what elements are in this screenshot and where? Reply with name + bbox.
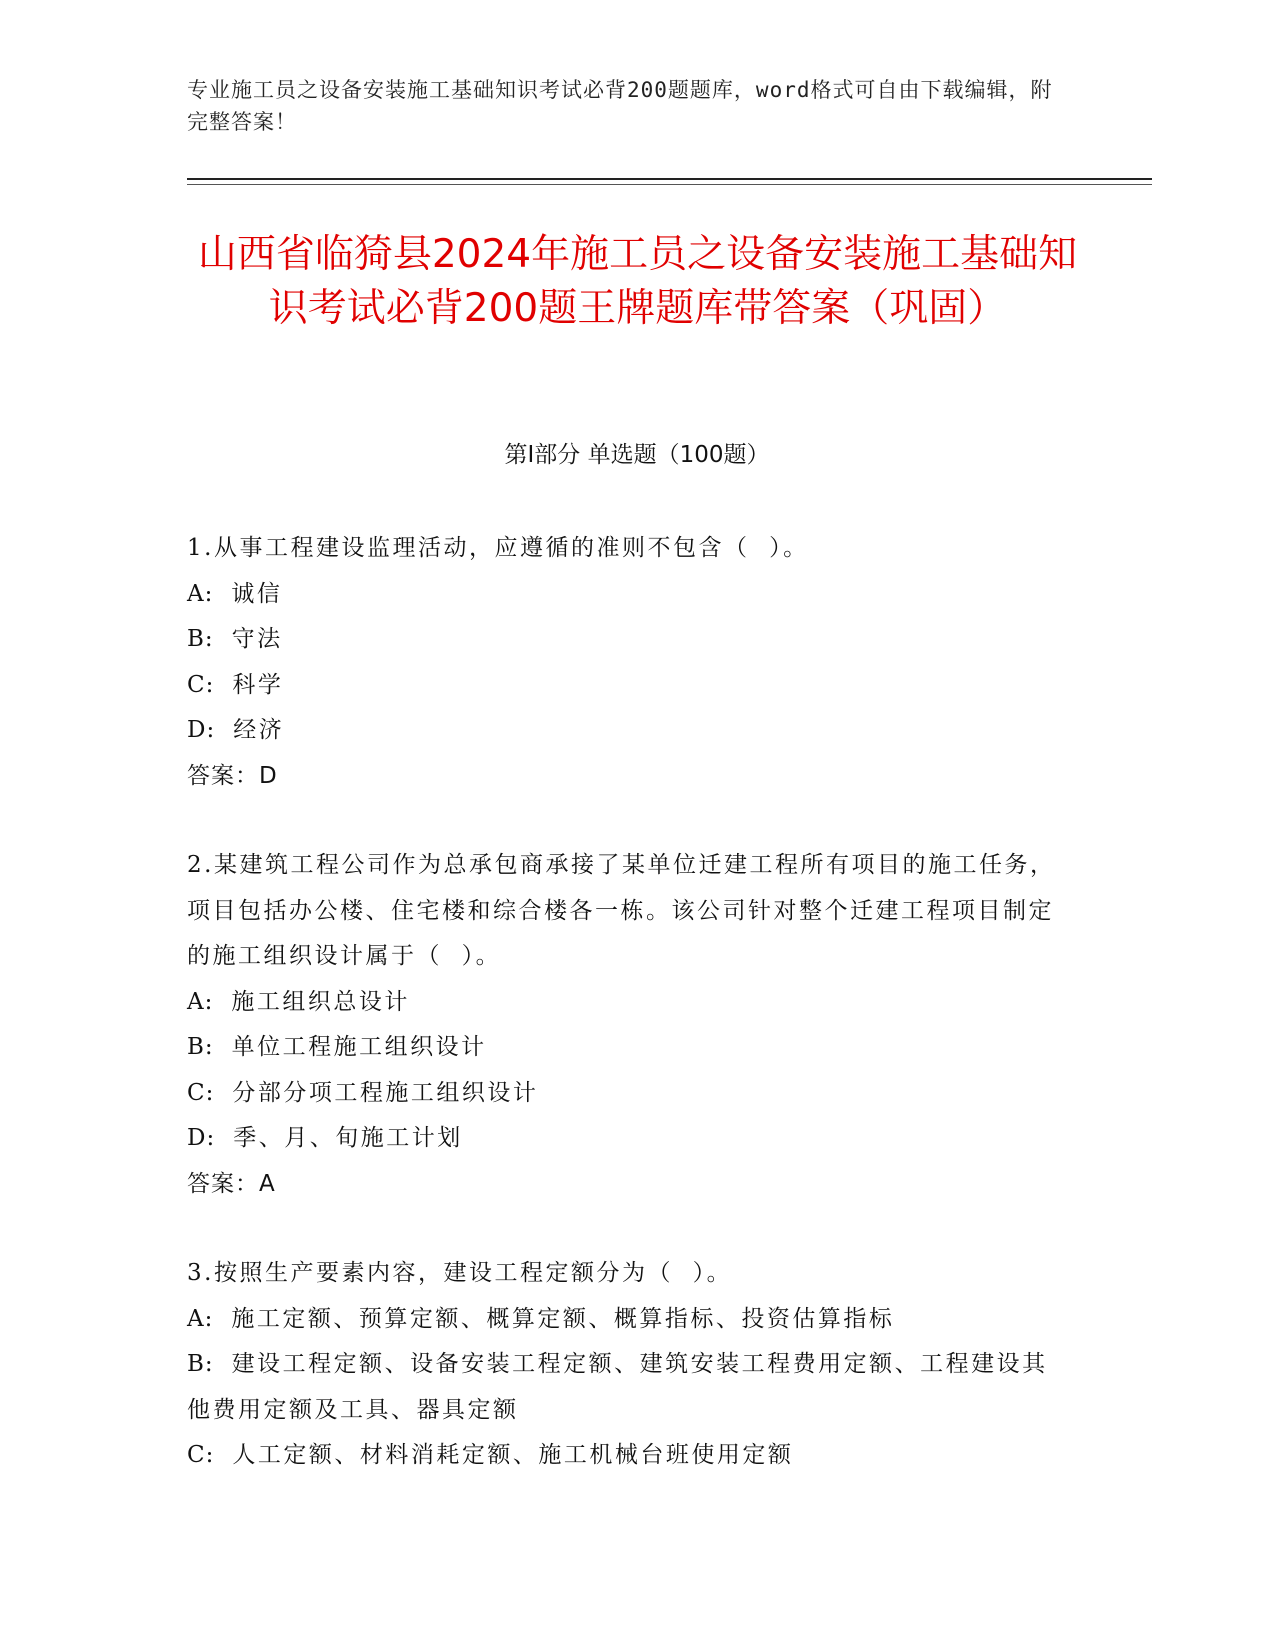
header-divider-thin [187,184,1152,185]
option-a [187,980,1067,1026]
option-c [187,663,1067,709]
option-b [187,1342,1067,1433]
option-b [187,1025,1067,1071]
option-key: C: [187,671,215,698]
option-text: 科学 [232,671,284,698]
question-2 [187,843,1067,1207]
option-text: 人工定额、材料消耗定额、施工机械台班使用定额 [232,1442,794,1468]
question-3 [187,1251,1067,1479]
option-key: A: [187,580,214,607]
option-text: 施工定额、预算定额、概算定额、概算指标、投资估算指标 [231,1305,895,1332]
option-key: C: [187,1079,215,1106]
option-key: A: [187,988,214,1015]
header-divider-thick [187,178,1152,180]
option-key: D: [187,717,216,743]
option-key: B: [187,1034,214,1060]
option-c [187,1433,1067,1479]
option-text: 单位工程施工组织设计 [231,1034,487,1060]
option-d [187,1116,1067,1162]
header-note: 专业施工员之设备安装施工基础知识考试必背200题题库，word格式可自由下载编辑，附完整答案！ [187,78,1053,134]
option-text: 守法 [231,626,283,652]
option-b [187,617,1067,663]
option-text: 建设工程定额、设备安装工程定额、建筑安装工程费用定额、工程建设其他费用定额及工具、器具定额 [187,1351,1048,1423]
option-text: 诚信 [231,580,283,607]
question-stem: 2.某建筑工程公司作为总承包商承接了某单位迁建工程所有项目的施工任务，项目包括办公楼、住宅楼和综合楼各一栋。该公司针对整个迁建工程项目制定的施工组织设计属于（ ）。 [187,852,1056,969]
option-text: 经济 [233,717,285,743]
section-heading: 第Ⅰ部分 单选题（100题） [504,442,770,468]
document-title: 山西省临猗县2024年施工员之设备安装施工基础知识考试必背200题王牌题库带答案（巩固） [197,232,1078,331]
option-key: D: [187,1125,216,1151]
option-key: C: [187,1442,215,1468]
option-key: B: [187,626,214,652]
option-text: 施工组织总设计 [231,988,410,1015]
option-text: 分部分项工程施工组织设计 [232,1079,539,1106]
question-list [187,526,1067,1523]
question-1 [187,526,1067,799]
option-key: A: [187,1305,214,1332]
option-a [187,572,1067,618]
option-text: 季、月、旬施工计划 [233,1125,463,1151]
option-c [187,1071,1067,1117]
option-a [187,1297,1067,1343]
question-stem: 1.从事工程建设监理活动，应遵循的准则不包含（ ）。 [187,535,809,561]
answer-line: 答案：D [187,762,278,789]
option-key: B: [187,1351,214,1377]
answer-line: 答案：A [187,1170,276,1197]
question-stem: 3.按照生产要素内容，建设工程定额分为（ ）。 [187,1260,733,1286]
option-d [187,708,1067,754]
